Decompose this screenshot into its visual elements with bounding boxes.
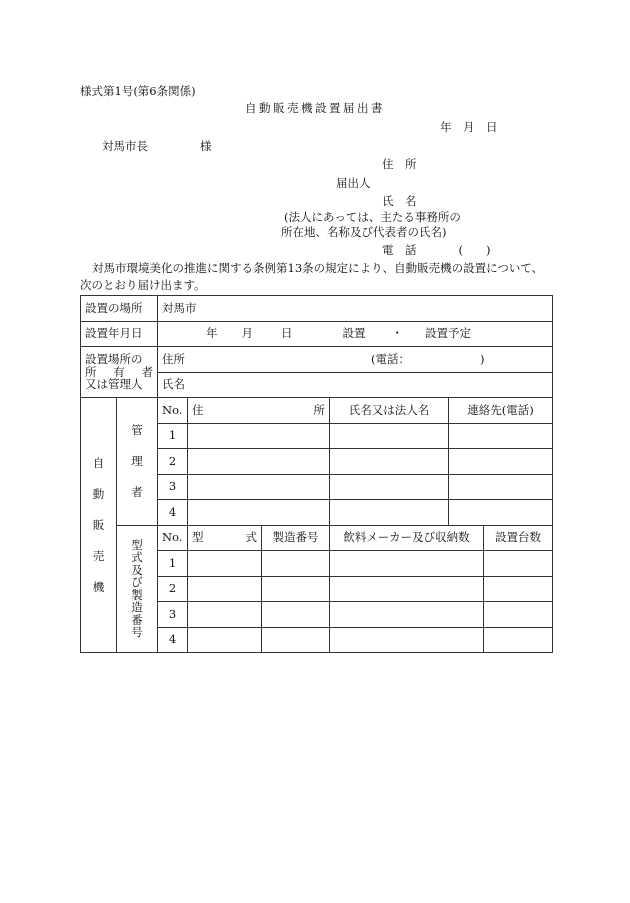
owner-address-label: 住所 bbox=[162, 351, 185, 366]
owner-label-cell bbox=[81, 347, 158, 398]
manager-contact-cell[interactable] bbox=[449, 449, 553, 475]
model-serial-header: 製造番号 bbox=[262, 525, 330, 551]
install-date-row bbox=[81, 321, 553, 347]
installed-option: 設置 bbox=[342, 326, 366, 341]
owner-phone-label: (電話： bbox=[371, 351, 410, 366]
date-year-label: 年 bbox=[206, 326, 218, 341]
model-label-char: 番 bbox=[131, 612, 143, 627]
model-label-char: び bbox=[131, 575, 143, 590]
submission-date-line: 年 月 日 bbox=[440, 120, 498, 134]
model-serial-cell[interactable] bbox=[262, 551, 330, 577]
manager-char: 管 bbox=[131, 422, 143, 437]
registration-table bbox=[80, 295, 553, 653]
corporate-note-line-1: (法人にあっては、主たる事務所の bbox=[284, 210, 461, 224]
manager-row-number: 1 bbox=[158, 423, 188, 449]
model-serial-cell[interactable] bbox=[262, 627, 330, 653]
location-value: 対馬市 bbox=[162, 300, 197, 315]
model-count-cell[interactable] bbox=[484, 551, 553, 577]
model-serial-cell[interactable] bbox=[262, 576, 330, 602]
addressee-honorific: 様 bbox=[200, 139, 212, 153]
manager-name-cell[interactable] bbox=[330, 423, 449, 449]
model-no-header: No. bbox=[158, 525, 188, 551]
install-date-value-cell[interactable] bbox=[158, 321, 553, 347]
vending-machine-char: 機 bbox=[92, 579, 105, 594]
owner-label-line-3: 又は管理人 bbox=[85, 377, 143, 392]
model-maker-cell[interactable] bbox=[330, 627, 484, 653]
vending-machine-char: 販 bbox=[92, 517, 105, 532]
owner-name-label: 氏名 bbox=[162, 377, 185, 392]
manager-label-cell bbox=[117, 398, 158, 526]
model-maker-header: 飲料メーカー及び収納数 bbox=[330, 525, 484, 551]
manager-contact-header: 連絡先(電話) bbox=[449, 398, 553, 424]
install-date-label: 設置年月日 bbox=[85, 326, 143, 341]
manager-contact-cell[interactable] bbox=[449, 423, 553, 449]
option-separator: ・ bbox=[391, 326, 403, 341]
addressee-name: 対馬市長 bbox=[102, 139, 148, 153]
manager-contact-cell[interactable] bbox=[449, 474, 553, 500]
location-value-cell[interactable] bbox=[158, 296, 553, 322]
submitter-phone-line bbox=[382, 243, 490, 257]
install-date-label-cell bbox=[81, 321, 158, 347]
model-row-number: 3 bbox=[158, 602, 188, 628]
manager-address-cell[interactable] bbox=[188, 449, 330, 475]
model-row-number: 2 bbox=[158, 576, 188, 602]
model-maker-cell[interactable] bbox=[330, 551, 484, 577]
manager-name-header: 氏名又は法人名 bbox=[330, 398, 449, 424]
owner-name-cell[interactable] bbox=[158, 372, 553, 398]
owner-address-cell[interactable] bbox=[158, 347, 553, 373]
model-type-header: 型 式 bbox=[188, 525, 262, 551]
model-maker-cell[interactable] bbox=[330, 576, 484, 602]
model-label-char: 式 bbox=[131, 550, 143, 565]
manager-header-row bbox=[81, 398, 553, 424]
manager-name-cell[interactable] bbox=[330, 500, 449, 526]
owner-address-row bbox=[81, 347, 553, 373]
model-header-row bbox=[81, 525, 553, 551]
model-type-cell[interactable] bbox=[188, 602, 262, 628]
model-serial-cell[interactable] bbox=[262, 602, 330, 628]
body-text-line-1: 対馬市環境美化の推進に関する条例第13条の規定により、自動販売機の設置について、 bbox=[92, 261, 544, 275]
corporate-note-line-2: 所在地、名称及び代表者の氏名) bbox=[281, 225, 447, 239]
model-label-char: 製 bbox=[131, 587, 143, 602]
manager-address-cell[interactable] bbox=[188, 500, 330, 526]
planned-option: 設置予定 bbox=[425, 326, 471, 341]
model-count-header: 設置台数 bbox=[484, 525, 553, 551]
vending-machine-char: 動 bbox=[92, 486, 105, 501]
manager-name-cell[interactable] bbox=[330, 474, 449, 500]
body-text-line-2: 次のとおり届け出ます。 bbox=[80, 278, 206, 292]
model-row-number: 1 bbox=[158, 551, 188, 577]
model-type-cell[interactable] bbox=[188, 551, 262, 577]
phone-parentheses: ( ) bbox=[458, 243, 491, 257]
submitter-address-label: 住 所 bbox=[382, 157, 417, 171]
manager-no-header: No. bbox=[158, 398, 188, 424]
manager-char: 理 bbox=[131, 453, 143, 468]
form-number: 様式第1号(第6条関係) bbox=[80, 84, 196, 98]
manager-row-number: 3 bbox=[158, 474, 188, 500]
submitter-name-label: 氏 名 bbox=[382, 194, 417, 208]
manager-row-number: 4 bbox=[158, 500, 188, 526]
manager-row-number: 2 bbox=[158, 449, 188, 475]
date-day-label: 日 bbox=[281, 326, 293, 341]
submitter-label: 届出人 bbox=[336, 176, 371, 190]
model-row-number: 4 bbox=[158, 627, 188, 653]
model-type-cell[interactable] bbox=[188, 627, 262, 653]
model-type-cell[interactable] bbox=[188, 576, 262, 602]
location-label-cell bbox=[81, 296, 158, 322]
vending-machine-char: 自 bbox=[92, 455, 105, 470]
phone-label: 電 話 bbox=[382, 243, 417, 257]
owner-label-line-2: 所 有 者 bbox=[85, 364, 153, 379]
model-count-cell[interactable] bbox=[484, 602, 553, 628]
model-label-char: 型 bbox=[131, 537, 143, 552]
model-count-cell[interactable] bbox=[484, 627, 553, 653]
date-month-label: 月 bbox=[241, 326, 253, 341]
vending-machine-label-cell bbox=[81, 398, 117, 653]
vending-machine-char: 売 bbox=[92, 548, 105, 563]
owner-label-line-1: 設置場所の bbox=[85, 352, 143, 367]
model-label-char: 造 bbox=[131, 600, 143, 615]
manager-address-header: 住 所 bbox=[188, 398, 330, 424]
model-maker-cell[interactable] bbox=[330, 602, 484, 628]
document-title: 自動販売機設置届出書 bbox=[245, 101, 385, 115]
location-label: 設置の場所 bbox=[85, 300, 143, 315]
manager-name-cell[interactable] bbox=[330, 449, 449, 475]
manager-char: 者 bbox=[131, 484, 143, 499]
manager-contact-cell[interactable] bbox=[449, 500, 553, 526]
owner-phone-close: ) bbox=[480, 351, 485, 366]
model-label-char: 及 bbox=[131, 562, 143, 577]
manager-address-cell[interactable] bbox=[188, 474, 330, 500]
location-row bbox=[81, 296, 553, 322]
addressee bbox=[102, 139, 212, 153]
model-count-cell[interactable] bbox=[484, 576, 553, 602]
model-serial-label-cell bbox=[117, 525, 158, 653]
manager-address-cell[interactable] bbox=[188, 423, 330, 449]
model-label-char: 号 bbox=[131, 625, 143, 640]
